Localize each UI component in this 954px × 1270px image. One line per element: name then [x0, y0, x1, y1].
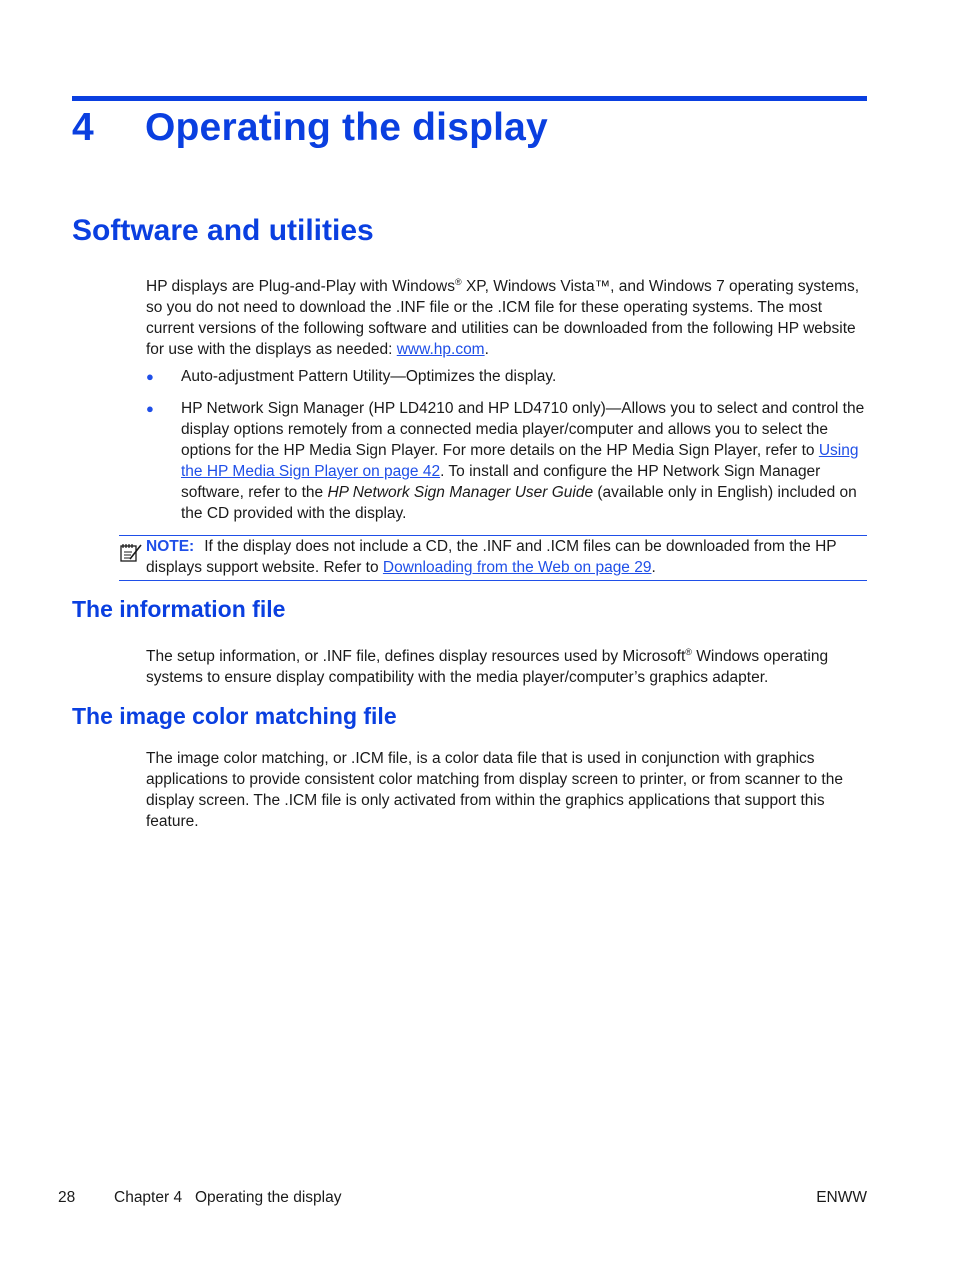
- media-sign-player-link[interactable]: Using the HP Media Sign Player on page 42: [181, 442, 859, 480]
- chapter-rule: [72, 96, 867, 101]
- chapter-title: Operating the display: [145, 106, 548, 149]
- hp-website-link[interactable]: www.hp.com: [396, 341, 485, 359]
- downloading-link[interactable]: Downloading from the Web on page 29: [382, 559, 652, 576]
- icm-file-heading: The image color matching file: [72, 703, 397, 729]
- note-pad-icon: [119, 541, 143, 563]
- footer-enww: ENWW: [816, 1189, 867, 1206]
- icm-file-paragraph: The image color matching, or .ICM file, is a color data file that is used in conjunction with graphics applications to provide consistent color matching from display screen to printer, or from scanner to the display screen. The .ICM file is only activated from within the graphics applications that support this feature.: [146, 750, 843, 830]
- list-item: ● HP Network Sign Manager (HP LD4210 and HP LD4710 only)—Allows you to select and control the display options remotely from a connected media player/computer and allows you to select the options for the HP Media Sign Player. For more details on the HP Media Sign Player, refer to Using the HP Media Sign Player on page 42. To install and configure the HP Network Sign Manager software, refer to the HP Network Sign Manager User Guide (available only in English) included on the CD provided with the display.: [146, 400, 865, 522]
- note-label: NOTE:: [146, 538, 195, 555]
- info-file-heading: The information file: [72, 596, 286, 622]
- bullet-icon: ●: [146, 369, 154, 384]
- bullet-icon: ●: [146, 401, 154, 416]
- chapter-number: 4: [72, 106, 94, 149]
- chapter-heading: [72, 106, 548, 150]
- page-number: 28: [58, 1189, 76, 1206]
- note-box: NOTE: If the display does not include a CD, the .INF and .ICM files can be downloaded from the HP displays support website. Refer to Downloading from the Web on page 29.: [119, 535, 867, 581]
- section-title: Software and utilities: [72, 214, 374, 247]
- info-file-paragraph: The setup information, or .INF file, defines display resources used by Microsoft® Windows operating systems to ensure display compatibility with the media player/computer’s graphics adapter.: [146, 647, 829, 687]
- intro-paragraph: HP displays are Plug-and-Play with Windows® XP, Windows Vista™, and Windows 7 operating systems, so you do not need to download the .INF file or the .ICM file for these operating systems. The most current versions of the following software and utilities can be downloaded from the following HP website for use with the displays as needed: www.hp.com.: [146, 277, 860, 359]
- footer-chapter: Chapter 4 Operating the display: [114, 1189, 342, 1206]
- list-item: ● Auto-adjustment Pattern Utility—Optimizes the display.: [146, 368, 557, 385]
